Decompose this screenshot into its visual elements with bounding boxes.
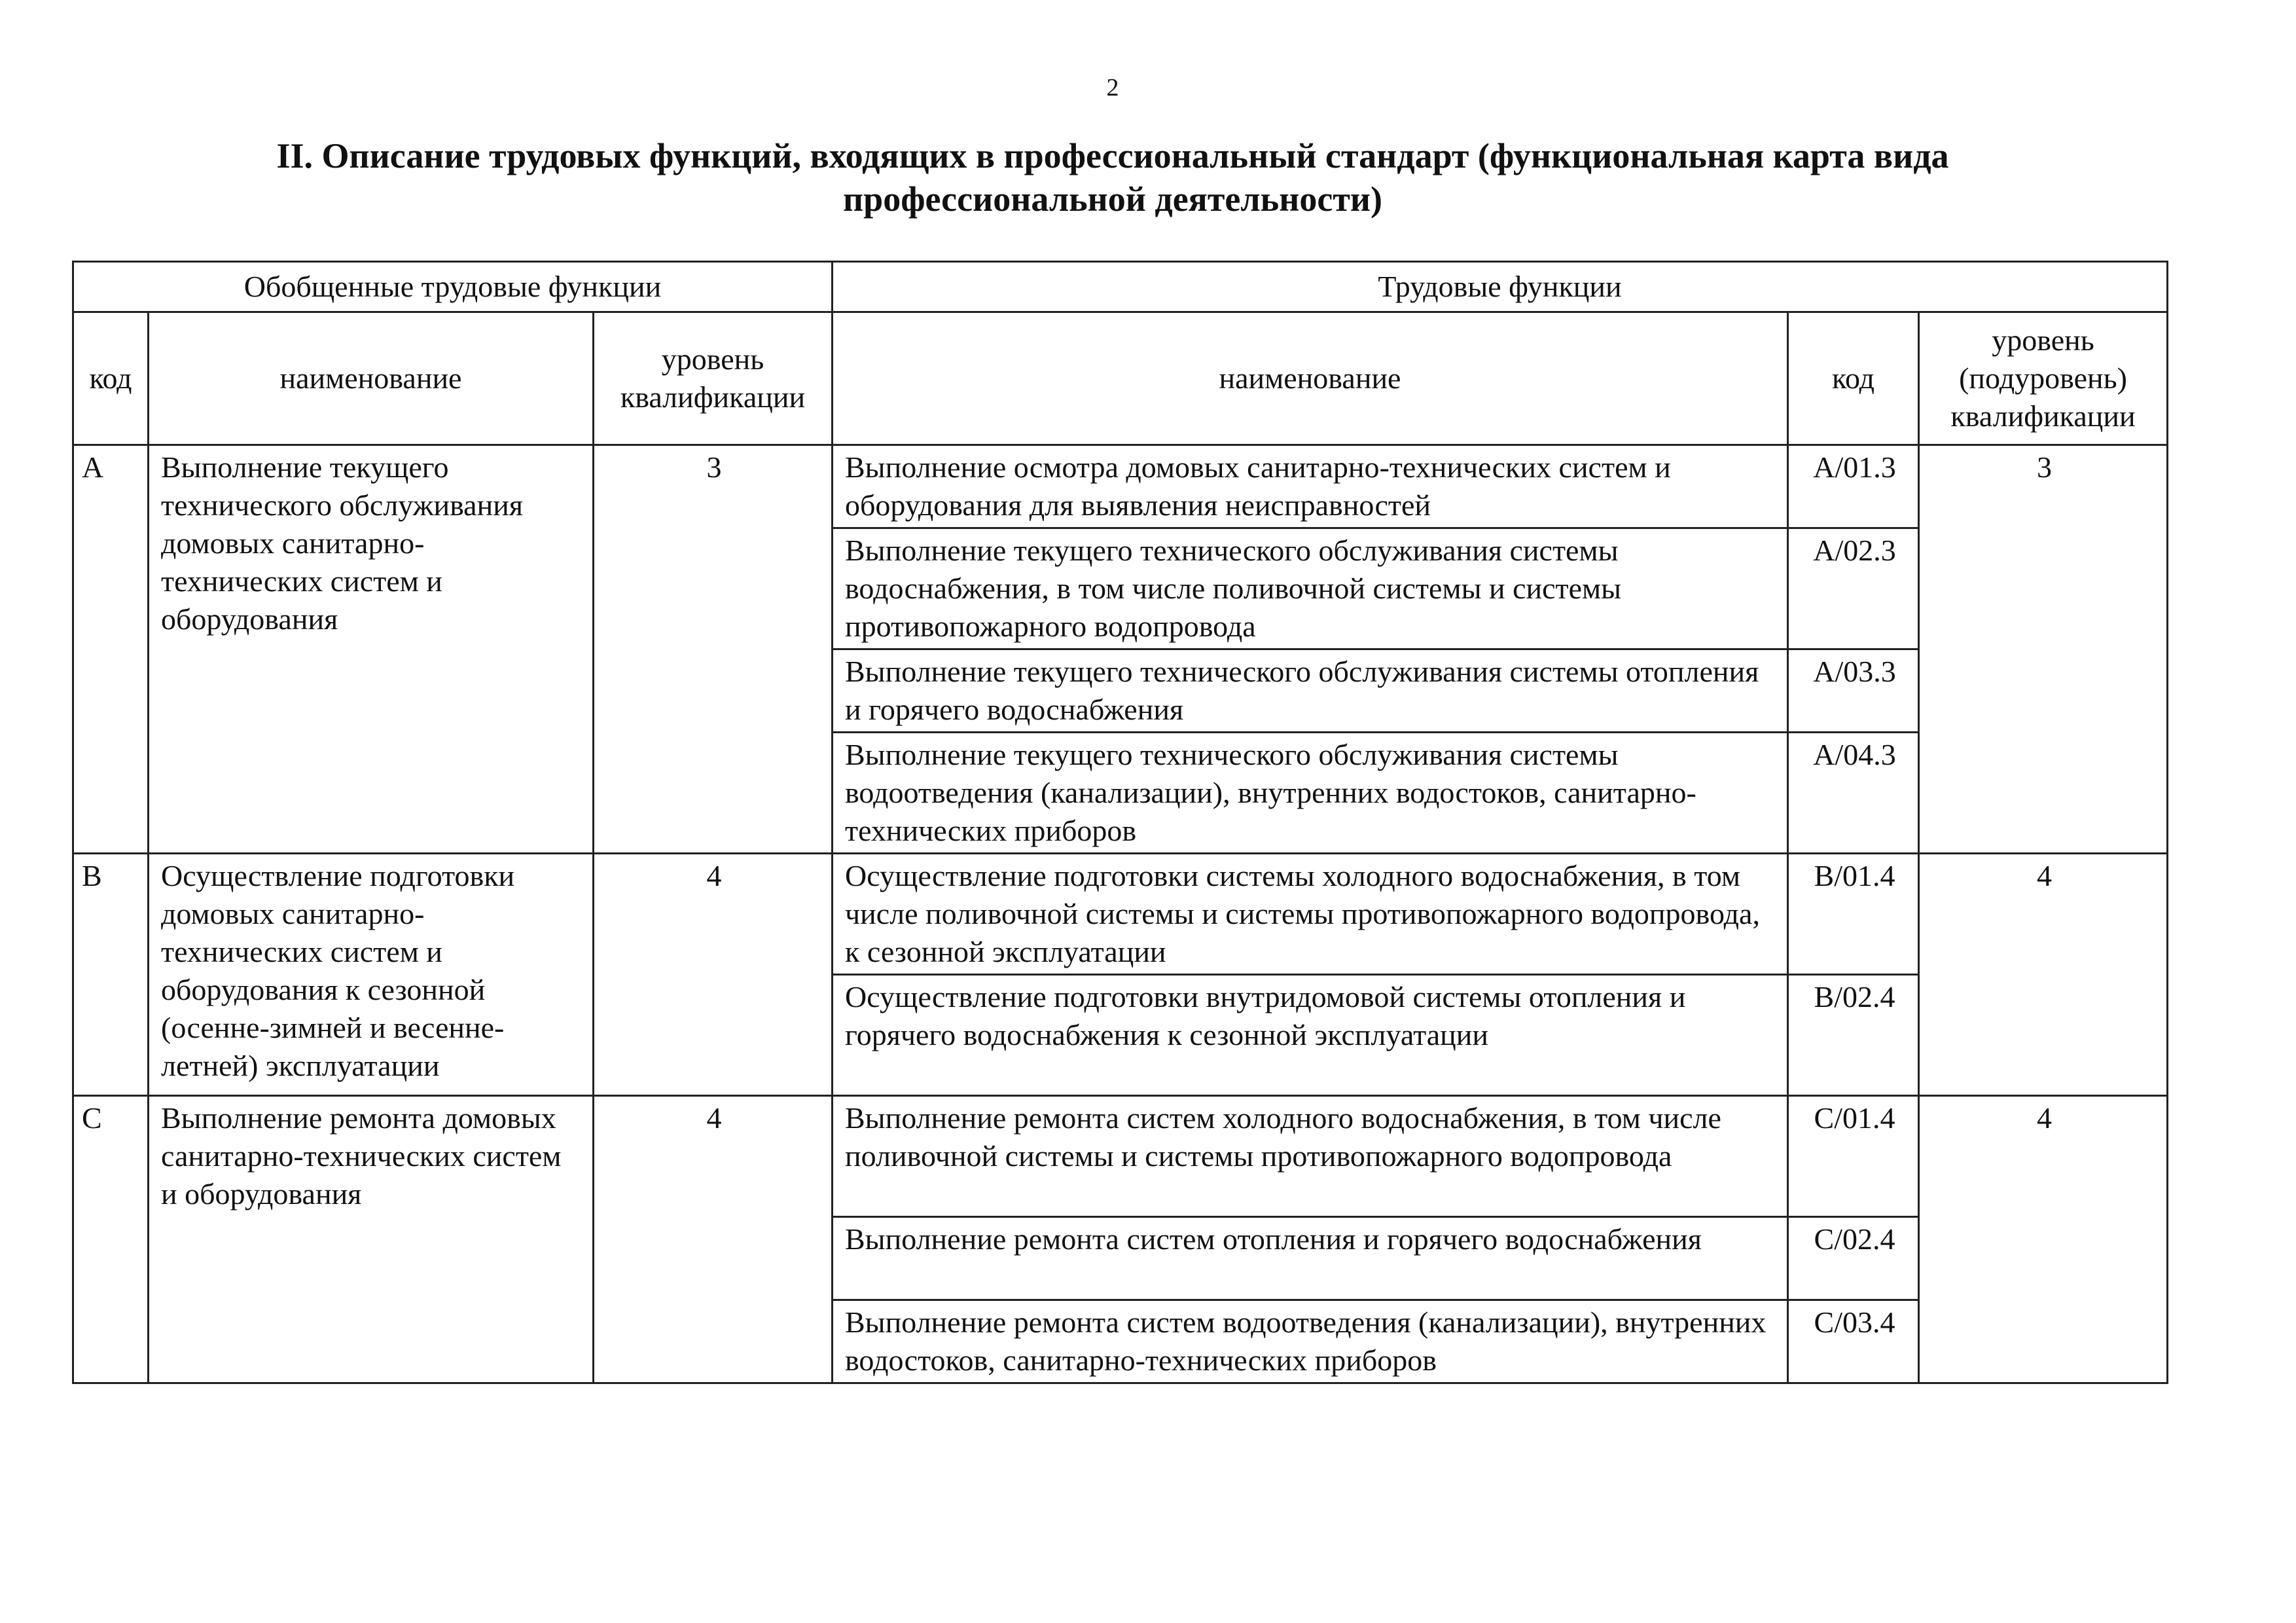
header-column-row [73, 312, 2168, 445]
header-level [594, 312, 833, 445]
header-level-line-2: квалификации [620, 380, 806, 414]
tf-code: A/02.3 [1788, 528, 1919, 649]
tf-sublevel: 4 [1919, 854, 2168, 1096]
gtf-code: C [73, 1096, 149, 1383]
tf-name: Осуществление подготовки внутридомовой системы отопления и горячего водоснабжения к сезонной эксплуатации [833, 975, 1788, 1096]
tf-code: C/01.4 [1788, 1096, 1919, 1217]
functional-map-table [72, 261, 2168, 1384]
gtf-name: Выполнение ремонта домовых санитарно-технических систем и оборудования [149, 1096, 594, 1383]
tf-code: A/03.3 [1788, 649, 1919, 733]
tf-name: Выполнение текущего технического обслуживания системы водоотведения (канализации), внутренних водостоков, санитарно-технических приборов [833, 733, 1788, 854]
tf-code: A/01.3 [1788, 445, 1919, 528]
header-generalized-functions: Обобщенные трудовые функции [73, 262, 833, 312]
section-title-line-1: II. Описание трудовых функций, входящих в профессиональный стандарт (функциональная карта вида [276, 136, 1949, 175]
tf-code: C/02.4 [1788, 1217, 1919, 1300]
gtf-code: B [73, 854, 149, 1096]
tf-code: B/02.4 [1788, 975, 1919, 1096]
header-level-line-1: уровень [661, 342, 764, 376]
table-row [73, 1096, 2168, 1217]
gtf-name: Выполнение текущего технического обслуживания домовых санитарно-технических систем и оборудования [149, 445, 594, 854]
gtf-level: 4 [594, 854, 833, 1096]
header-code: код [73, 312, 149, 445]
header-tf-level-line-1: уровень [1992, 323, 2094, 357]
tf-sublevel: 3 [1919, 445, 2168, 854]
header-tf-code: код [1788, 312, 1919, 445]
tf-sublevel: 4 [1919, 1096, 2168, 1383]
tf-code: B/01.4 [1788, 854, 1919, 975]
section-title-line-2: профессиональной деятельности) [843, 179, 1382, 219]
tf-code: C/03.4 [1788, 1300, 1919, 1383]
tf-name: Осуществление подготовки системы холодного водоснабжения, в том числе поливочной системы и системы противопожарного водопровода, к сезонной эксплуатации [833, 854, 1788, 975]
gtf-level: 4 [594, 1096, 833, 1383]
tf-name: Выполнение ремонта систем холодного водоснабжения, в том числе поливочной системы и системы противопожарного водопровода [833, 1096, 1788, 1217]
header-tf-name: наименование [833, 312, 1788, 445]
header-tf-level-line-2: (подуровень) [1959, 361, 2127, 395]
header-group-row [73, 262, 2168, 312]
gtf-code: A [73, 445, 149, 854]
gtf-name: Осуществление подготовки домовых санитарно-технических систем и оборудования к сезонной (осенне-зимней и весенне-летней) эксплуатации [149, 854, 594, 1096]
gtf-level: 3 [594, 445, 833, 854]
tf-name: Выполнение осмотра домовых санитарно-технических систем и оборудования для выявления неисправностей [833, 445, 1788, 528]
header-name: наименование [149, 312, 594, 445]
table-row [73, 445, 2168, 528]
page-number: 2 [1106, 74, 1119, 101]
tf-name: Выполнение текущего технического обслуживания системы отопления и горячего водоснабжения [833, 649, 1788, 733]
table-row [73, 854, 2168, 975]
tf-name: Выполнение ремонта систем водоотведения (канализации), внутренних водостоков, санитарно-технических приборов [833, 1300, 1788, 1383]
header-tf-level [1919, 312, 2168, 445]
header-tf-level-line-3: квалификации [1950, 399, 2136, 433]
tf-name: Выполнение ремонта систем отопления и горячего водоснабжения [833, 1217, 1788, 1300]
section-title [98, 134, 2127, 221]
tf-code: A/04.3 [1788, 733, 1919, 854]
tf-name: Выполнение текущего технического обслуживания системы водоснабжения, в том числе поливочной системы и системы противопожарного водопровода [833, 528, 1788, 649]
header-labor-functions: Трудовые функции [833, 262, 2168, 312]
